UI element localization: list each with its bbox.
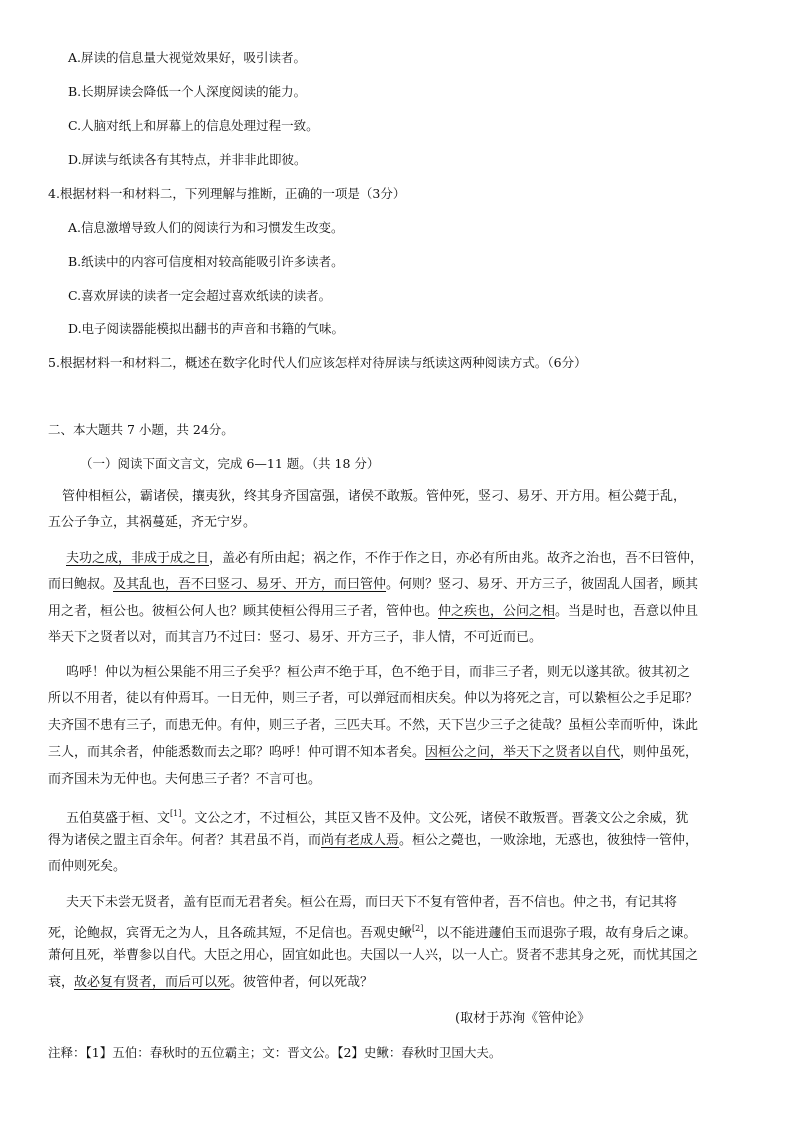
text-span: 得为诸侯之盟主百余年。何者？其君虽不肖，而 — [48, 833, 322, 848]
q4-option-d: D.电子阅读器能模拟出翻书的声音和书籍的气味。 — [68, 321, 345, 336]
underline-phrase: 故必复有贤者，而后可以死 — [74, 975, 231, 990]
para5-line2 — [48, 920, 696, 943]
underline-phrase: 夫功之成，非成于成之日 — [66, 551, 210, 566]
q3-option-d: D.屏读与纸读各有其特点，并非非此即彼。 — [68, 152, 307, 167]
para2-line3 — [48, 603, 698, 621]
text-span: 三人，而其余者，仲能悉数而去之耶？呜呼！仲可谓不知本者矣。 — [48, 745, 426, 760]
footnotes: 注释：【1】五伯：春秋时的五位霸主；文：晋文公。【2】史鳅：春秋时卫国大夫。 — [48, 1045, 502, 1060]
para5-line4 — [48, 974, 373, 992]
text-span: 五伯莫盛于桓、文 — [66, 811, 171, 826]
para2-line4: 举天下之贤者以对，而其言乃不过曰：竖刁、易牙、开方三子，非人情，不可近而已。 — [48, 630, 543, 645]
para5-line1: 夫天下未尝无贤者，盖有臣而无君者矣。桓公在焉，而曰天下不复有管仲者，吾不信也。仲之书，有记其将 — [66, 895, 678, 910]
q3-option-b: B.长期屏读会降低一个人深度阅读的能力。 — [68, 84, 307, 99]
para2-line1 — [66, 550, 703, 568]
q3-option-a: A.屏读的信息量大视觉效果好，吸引读者。 — [68, 50, 307, 65]
text-span: 而曰鲍叔。 — [48, 577, 114, 592]
underline-phrase: 及其乱也，吾不曰竖刁、易牙、开方，而曰管仲 — [113, 577, 387, 592]
footnote-marker: [1] — [170, 809, 182, 818]
text-span: 。当是时也，吾意以仲且 — [555, 604, 699, 619]
q4-option-a: A.信息激增导致人们的阅读行为和习惯发生改变。 — [68, 220, 344, 235]
para5-line3: 萧何且死，举曹参以自代。大臣之用心，固宜如此也。夫国以一人兴，以一人亡。贤者不悲其身之死，而忧其国之 — [48, 948, 699, 963]
text-span: 。何则？竖刁、易牙、开方三子，彼固乱人国者，顾其 — [386, 577, 699, 592]
text-span: 死，论鲍叔，宾胥无之为人，且各疏其短，不足信也。吾观史鳅 — [48, 926, 413, 941]
para3-line1: 呜呼！仲以为桓公果能不用三子矣乎？桓公声不绝于耳，色不绝于目，而非三子者，则无以遂其欲。彼其初之 — [66, 665, 691, 680]
q5-question: 5.根据材料一和材料二，概述在数字化时代人们应该怎样对待屏读与纸读这两种阅读方式。（6分） — [48, 355, 587, 370]
source-citation: (取材于苏洵《管仲论》 — [455, 1011, 591, 1026]
para3-line4 — [48, 744, 698, 762]
text-span: ，以不能进蘧伯玉而退弥子瑕，故有身后之谏。 — [423, 926, 697, 941]
para1-line1: 管仲相桓公，霸诸侯，攘夷狄，终其身齐国富强，诸侯不敢叛。管仲死，竖刁、易牙、开方用。桓公薨于乱， — [62, 489, 687, 504]
para3-line2: 所以不用者，徒以有仲焉耳。一日无仲，则三子者，可以弹冠而相庆矣。仲以为将死之言，可以絷桓公之手足耶？ — [48, 691, 699, 706]
para1-line2: 五公子争立，其祸蔓延，齐无宁岁。 — [48, 515, 257, 530]
text-span: 。文公之才，不过桓公，其臣又皆不及仲。文公死，诸侯不敢叛晋。晋袭文公之余威，犹 — [181, 811, 689, 826]
text-span: 衰， — [48, 975, 75, 990]
footnote-marker: [2] — [412, 924, 424, 933]
q4-stem: 4.根据材料一和材料二，下列理解与推断，正确的一项是（3分） — [48, 186, 406, 201]
para4-line1 — [66, 805, 688, 828]
text-span: ，盖必有所由起；祸之作，不作于作之日，亦必有所由兆。故齐之治也，吾不曰管仲， — [209, 551, 704, 566]
para3-line5: 而齐国未为无仲也。夫何患三子者？不言可也。 — [48, 772, 322, 787]
q4-option-c: C.喜欢屏读的读者一定会超过喜欢纸读的读者。 — [68, 288, 332, 303]
text-span: ，则仲虽死， — [620, 745, 699, 760]
para3-line3: 夫齐国不患有三子，而患无仲。有仲，则三子者，三匹夫耳。不然，天下岂少三子之徒哉？虽桓公幸而听仲，诛此 — [48, 718, 699, 733]
section-subheading: （一）阅读下面文言文，完成 6—11 题。（共 18 分） — [80, 456, 380, 471]
section-heading: 二、本大题共 7 小题，共 24分。 — [48, 422, 234, 437]
underline-phrase: 尚有老成人焉 — [321, 833, 400, 848]
q4-option-b: B.纸读中的内容可信度相对较高能吸引许多读者。 — [68, 254, 344, 269]
para4-line3: 而仲则死矣。 — [48, 859, 127, 874]
underline-phrase: 因桓公之问，举天下之贤者以自代 — [425, 745, 621, 760]
text-span: 。桓公之薨也，一败涂地，无惑也，彼独恃一管仲， — [399, 833, 699, 848]
para2-line2 — [48, 576, 698, 594]
q3-option-c: C.人脑对纸上和屏幕上的信息处理过程一致。 — [68, 118, 319, 133]
text-span: 用之者，桓公也。彼桓公何人也？顾其使桓公得用三子者，管仲也。 — [48, 604, 439, 619]
underline-phrase: 仲之疾也，公问之相 — [438, 604, 556, 619]
para4-line2 — [48, 832, 698, 850]
text-span: 。彼管仲者，何以死哉？ — [230, 975, 374, 990]
